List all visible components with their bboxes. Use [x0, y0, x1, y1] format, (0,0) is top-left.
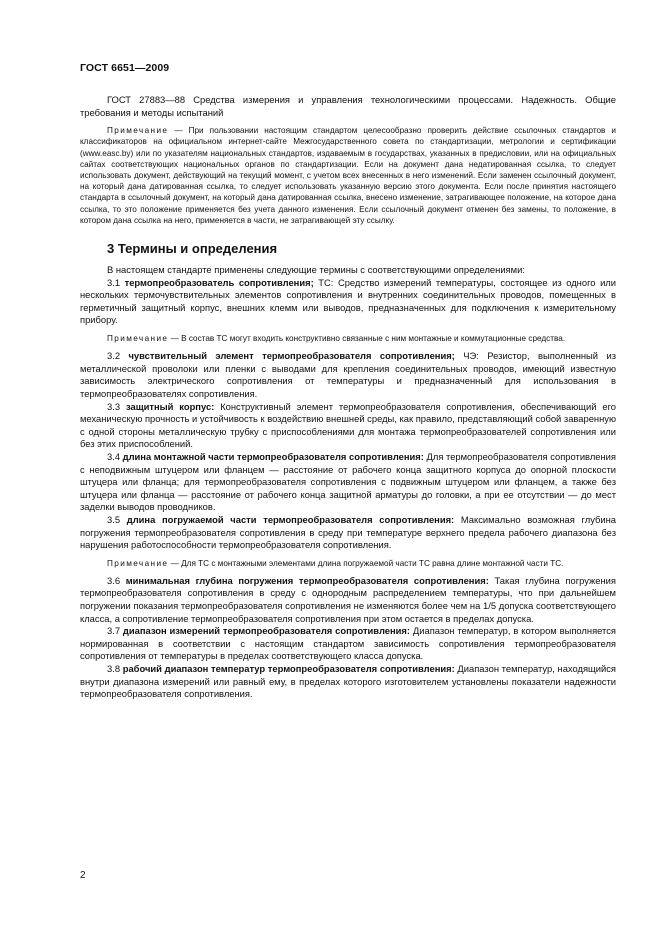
term-name: термопреобразователь сопротивления;	[124, 276, 314, 288]
note-label: Примечание	[107, 558, 169, 568]
term-definition: Такая глубина погружения термопреобразователя сопротивления в среду с однородным распределением температуры, что при дальнейшем погружении показания термопреобразователя сопротивления не изменяются более чем на 1/5 допуска соответствующего класса, а сопротивление термопреобразователя сопротивления при этом остается в пределах допуска.	[80, 574, 616, 624]
note-text: — Для ТС с монтажными элементами длина погружаемой части ТС равна длине монтажной части ТС.	[168, 558, 564, 568]
term-definition: Для термопреобразователя сопротивления с неподвижным штуцером или фланцем — расстояние от рабочего конца защитного корпуса до опорной плоскости штуцера или фланца; для термопреобразователя сопротивления с подвижным штуцером или фланцем, а также без штуцера или фланца — расстояние от рабочего конца защитной арматуры до головки, а при ее отсутствии — до мест заделки выводов проводников.	[80, 450, 616, 513]
term-name: рабочий диапазон температур термопреобразователя сопротивления:	[122, 663, 455, 675]
term-name: защитный корпус:	[125, 400, 215, 412]
term-3-7	[80, 625, 616, 663]
term-number: 3.5	[107, 513, 127, 525]
term-number: 3.3	[107, 400, 126, 412]
note-label: Примечание	[107, 333, 169, 343]
term-definition: Максимально возможная глубина погружения термопреобразователя сопротивления в среду при температуре верхнего предела рабочего диапазона без нарушения работоспособности термопреобразователя сопротивления.	[80, 513, 616, 551]
term-3-1	[80, 277, 616, 327]
term-number: 3.8	[107, 663, 123, 675]
note-text: — При пользовании настоящим стандартом целесообразно проверить действие ссылочных стандартов и классификаторов на официальном интернет-сайте Межгосударственного совета по стандартизации, метрологии и сертификации (www.easc.by) или по указателям национальных стандартов, издаваемым в государствах, указанных в предисловии, или на официальных сайтах соответствующих национальных органов по стандартизации. Если на документ дана недатированная ссылка, то следует использовать документ, действующий на текущий момент, с учетом всех внесенных в него изменений. Если заменен ссылочный документ, на который дана датированная ссылка, то следует использовать указанную версию этого документа. Если после принятия настоящего стандарта в ссылочный документ, на который дана датированная ссылка, внесено изменение, затрагивающее положение, на которое дана ссылка, то это положение применяется без учета данного изменения. Если ссылочный документ отменен без замены, то положение, в котором дана ссылка на него, применяется в части, не затрагивающей эту ссылку.	[80, 126, 616, 225]
term-3-6	[80, 575, 616, 625]
term-3-4	[80, 451, 616, 514]
document-header: ГОСТ 6651—2009	[80, 62, 170, 74]
term-number: 3.6	[107, 574, 126, 586]
term-3-3	[80, 401, 616, 451]
term-definition: Диапазон температур, находящийся внутри диапазона измерений или равный ему, в пределах которого изготовителем установлены показатели надежности термопреобразователя сопротивления.	[80, 663, 617, 700]
term-definition: ТС: Средство измерений температуры, состоящее из одного или нескольких термочувствительных элементов сопротивления и внутренних соединительных проводов, помещенных в герметичный защитный корпус, внешних клемм или выводов, предназначенных для подключения к измерительному прибору.	[80, 276, 617, 326]
page-content	[80, 94, 616, 701]
term-3-5	[80, 514, 616, 552]
term-3-8	[80, 663, 616, 701]
note-term-3-5	[80, 558, 616, 569]
term-number: 3.7	[107, 625, 123, 637]
reference-gost-27883: ГОСТ 27883—88 Средства измерения и управления технологическими процессами. Надежность. Общие требования и методы испытаний	[80, 94, 616, 118]
note-references	[80, 125, 616, 226]
section-intro: В настоящем стандарте применены следующие термины с соответствующими определениями:	[107, 264, 525, 276]
term-name: длина монтажной части термопреобразователя сопротивления:	[122, 450, 424, 462]
term-name: чувствительный элемент термопреобразователя сопротивления;	[128, 350, 455, 362]
page-number: 2	[80, 870, 86, 881]
term-definition: Диапазон температур, в котором выполняется нормированная в соответствии с настоящим стандартом зависимость сопротивления термопреобразователя сопротивления от температуры в пределах соответствующего класса допуска.	[80, 625, 617, 662]
term-number: 3.4	[107, 450, 123, 462]
term-definition: ЧЭ: Резистор, выполненный из металлической проволоки или пленки с выводами для крепления соединительных проводов, имеющий известную зависимость электрического сопротивления от температуры и предназначенный для использования в термопреобразователях сопротивления.	[80, 350, 617, 399]
section-title: 3 Термины и определения	[107, 241, 278, 257]
term-3-2	[80, 350, 616, 400]
term-name: длина погружаемой части термопреобразователя сопротивления:	[126, 513, 455, 525]
note-term-3-1	[80, 333, 616, 344]
term-number: 3.1	[107, 276, 125, 288]
term-name: диапазон измерений термопреобразователя сопротивления:	[122, 625, 411, 637]
note-text: — В состав ТС могут входить конструктивно связанные с ним монтажные и коммутационные средства.	[168, 333, 566, 343]
term-definition: Конструктивный элемент термопреобразователя сопротивления, обеспечивающий его механическую прочность и устойчивость к воздействию внешней среды, как правило, представляющий собой заваренную с одной стороны металлическую трубку с приспособлениями для монтажа термопреобразователей сопротивления или без этих приспособлений.	[80, 400, 616, 450]
term-name: минимальная глубина погружения термопреобразователя сопротивления:	[125, 574, 489, 586]
term-number: 3.2	[107, 350, 129, 362]
note-label: Примечание	[107, 126, 169, 136]
